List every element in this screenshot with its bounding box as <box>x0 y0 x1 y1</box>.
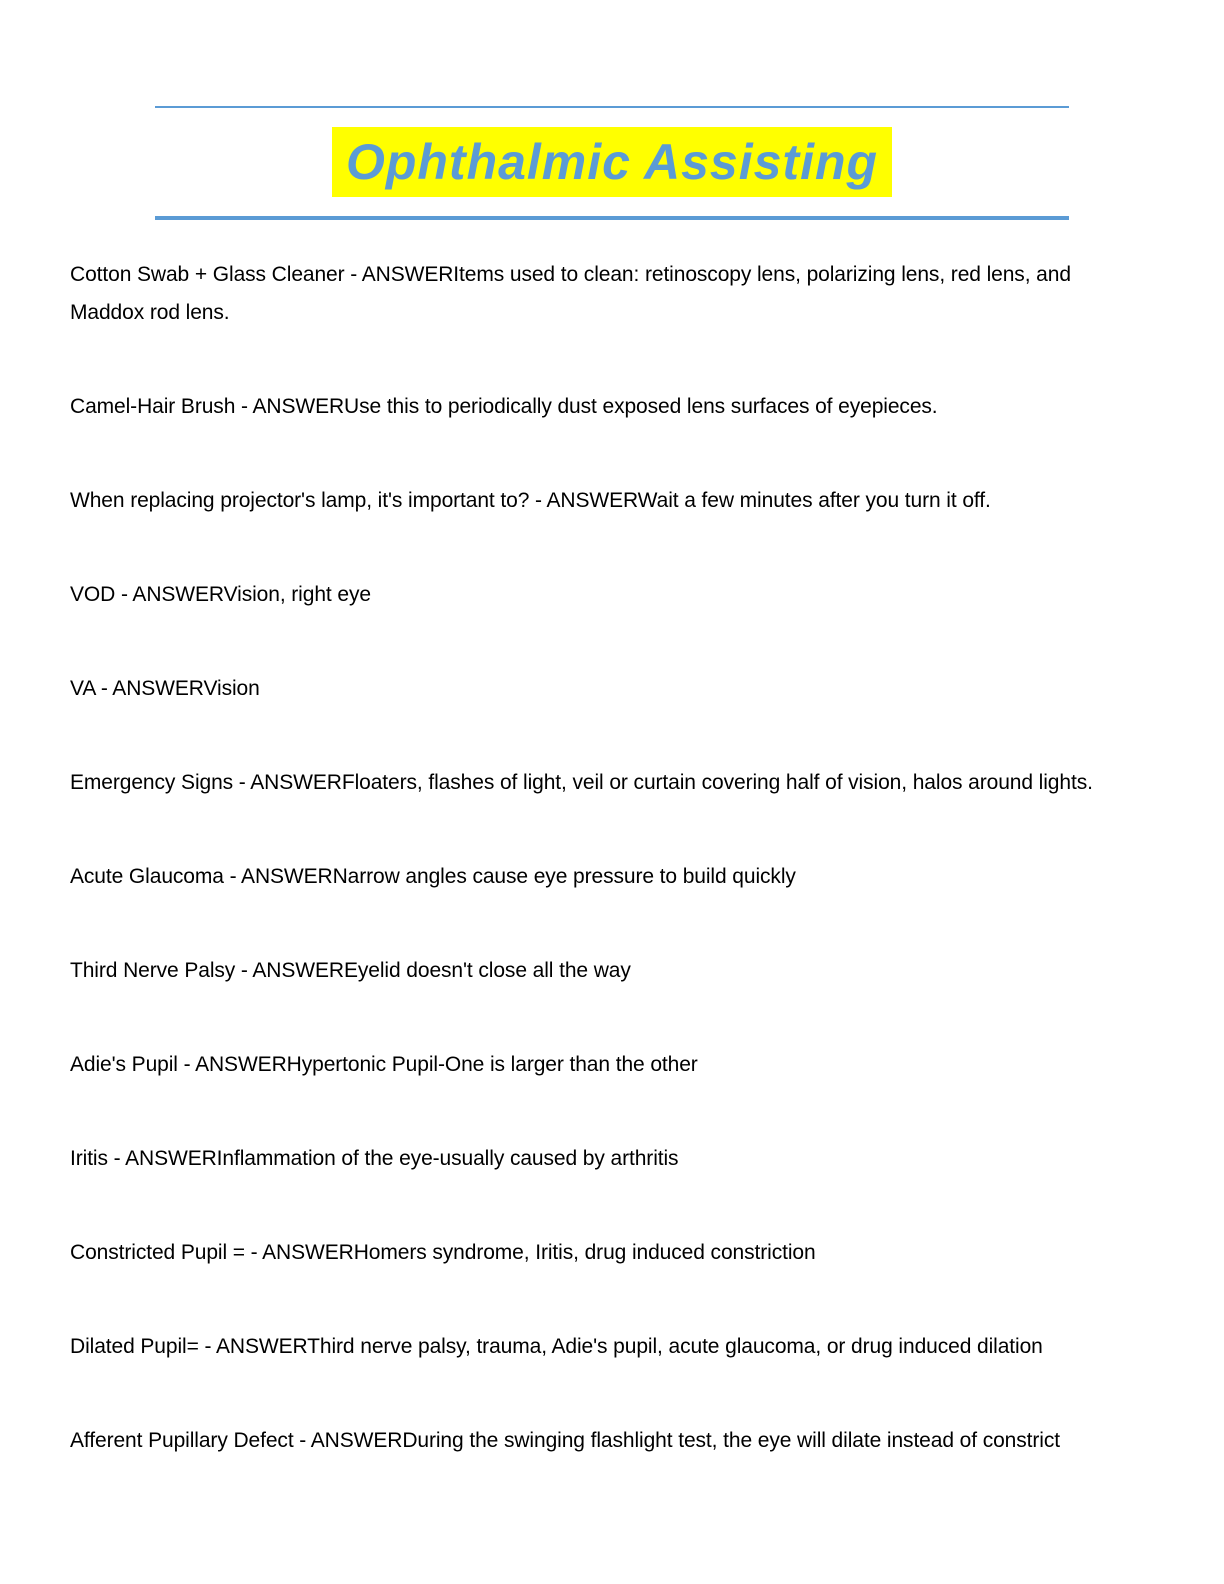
qa-entry: When replacing projector's lamp, it's important to? - ANSWERWait a few minutes after you turn it off. <box>70 489 991 512</box>
qa-entry: VOD - ANSWERVision, right eye <box>70 583 371 606</box>
title-top-border <box>155 106 1069 108</box>
title-bottom-border <box>155 216 1069 220</box>
qa-entry: VA - ANSWERVision <box>70 677 260 700</box>
title-highlight: Ophthalmic Assisting <box>332 127 892 197</box>
qa-entry: Constricted Pupil = - ANSWERHomers syndrome, Iritis, drug induced constriction <box>70 1241 816 1264</box>
qa-entry: Emergency Signs - ANSWERFloaters, flashes of light, veil or curtain covering half of vision, halos around lights. <box>70 771 1093 794</box>
qa-entry: Third Nerve Palsy - ANSWEREyelid doesn't close all the way <box>70 959 631 982</box>
qa-entry: Afferent Pupillary Defect - ANSWERDuring the swinging flashlight test, the eye will dilate instead of constrict <box>70 1429 1060 1452</box>
qa-entry: Iritis - ANSWERInflammation of the eye-usually caused by arthritis <box>70 1147 679 1170</box>
page-title <box>0 127 1224 197</box>
qa-entry: Camel-Hair Brush - ANSWERUse this to periodically dust exposed lens surfaces of eyepieces. <box>70 395 938 418</box>
qa-entry: Adie's Pupil - ANSWERHypertonic Pupil-One is larger than the other <box>70 1053 698 1076</box>
qa-entry: Cotton Swab + Glass Cleaner - ANSWERItems used to clean: retinoscopy lens, polarizing lens, red lens, and Maddox rod lens. <box>70 263 1071 324</box>
qa-entry: Acute Glaucoma - ANSWERNarrow angles cause eye pressure to build quickly <box>70 865 796 888</box>
qa-entry: Dilated Pupil= - ANSWERThird nerve palsy, trauma, Adie's pupil, acute glaucoma, or drug induced dilation <box>70 1335 1043 1358</box>
qa-list <box>70 256 1134 1516</box>
